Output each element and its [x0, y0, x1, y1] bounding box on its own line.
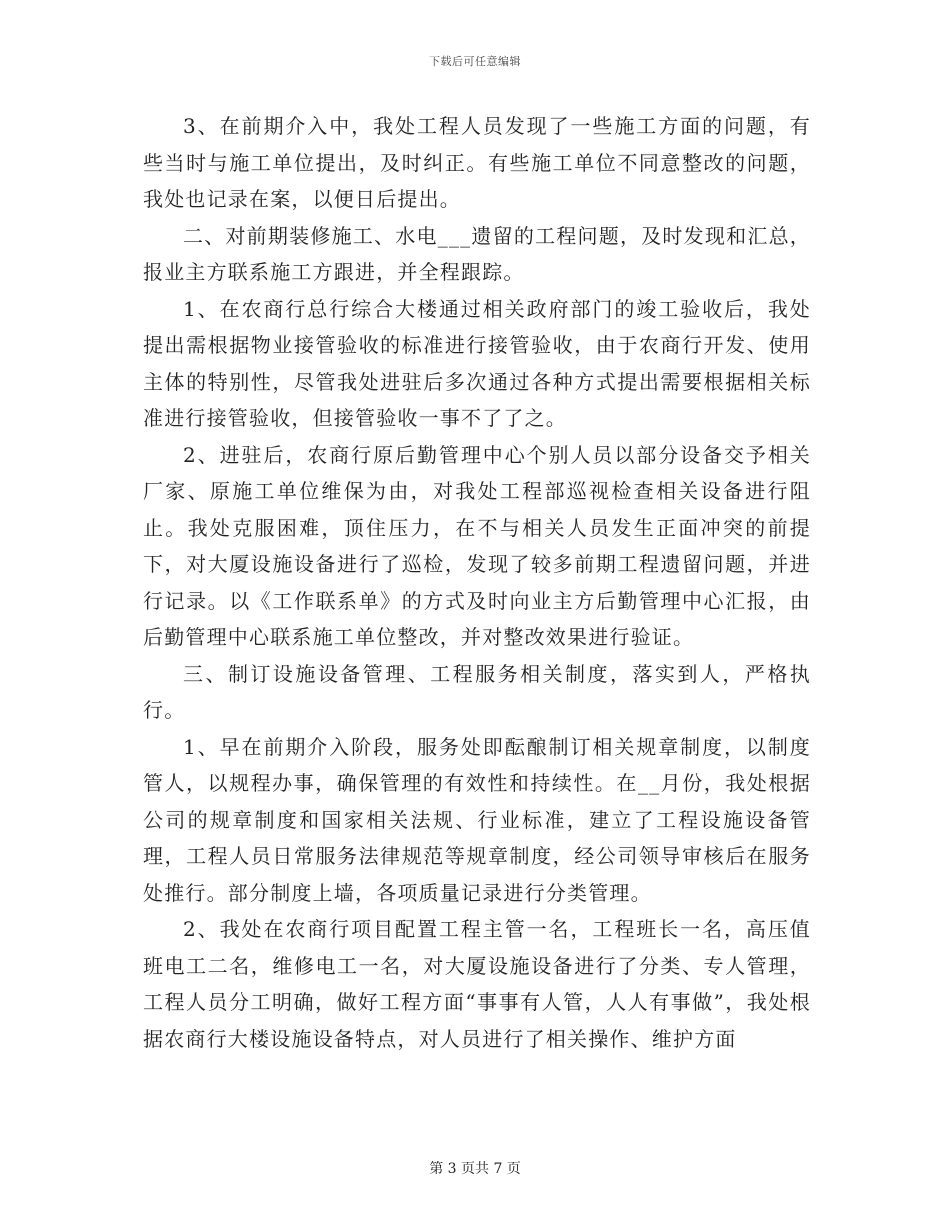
paragraph: 2、进驻后，农商行原后勤管理中心个别人员以部分设备交予相关厂家、原施工单位维保为由，对我处工程部巡视检查相关设备进行阻止。我处克服困难，顶住压力，在不与相关人员发生正面冲突的前提下，对大厦设施设备进行了巡检，发现了较多前期工程遗留问题，并进行记录。以《工作联系单》的方式及时向业主方后勤管理中心汇报，由后勤管理中心联系施工单位整改，并对整改效果进行验证。 [143, 442, 811, 649]
section-heading: 三、制订设施设备管理、工程服务相关制度，落实到人，严格执行。 [143, 661, 811, 722]
section-heading: 二、对前期装修施工、水电___遗留的工程问题，及时发现和汇总，报业主方联系施工方跟进，并全程跟踪。 [143, 223, 811, 284]
paragraph: 2、我处在农商行项目配置工程主管一名，工程班长一名，高压值班电工二名，维修电工一名，对大厦设施设备进行了分类、专人管理，工程人员分工明确，做好工程方面“事事有人管，人人有事做”，我处根据农商行大楼设施设备特点，对人员进行了相关操作、维护方面 [143, 917, 811, 1051]
paragraph: 3、在前期介入中，我处工程人员发现了一些施工方面的问题，有些当时与施工单位提出，及时纠正。有些施工单位不同意整改的问题，我处也记录在案，以便日后提出。 [143, 114, 811, 211]
document-body [143, 108, 811, 1057]
page-number: 第 3 页共 7 页 [429, 1161, 521, 1177]
paragraph: 1、早在前期介入阶段，服务处即酝酿制订相关规章制度，以制度管人，以规程办事，确保管理的有效性和持续性。在__月份，我处根据公司的规章制度和国家相关法规、行业标准，建立了工程设施设备管理，工程人员日常服务法律规范等规章制度，经公司领导审核后在服务处推行。部分制度上墙，各项质量记录进行分类管理。 [143, 734, 811, 905]
paragraph: 1、在农商行总行综合大楼通过相关政府部门的竣工验收后，我处提出需根据物业接管验收的标准进行接管验收，由于农商行开发、使用主体的特别性，尽管我处进驻后多次通过各种方式提出需要根据相关标准进行接管验收，但接管验收一事不了了之。 [143, 296, 811, 430]
page-header: 下载后可任意编辑 [429, 55, 521, 68]
